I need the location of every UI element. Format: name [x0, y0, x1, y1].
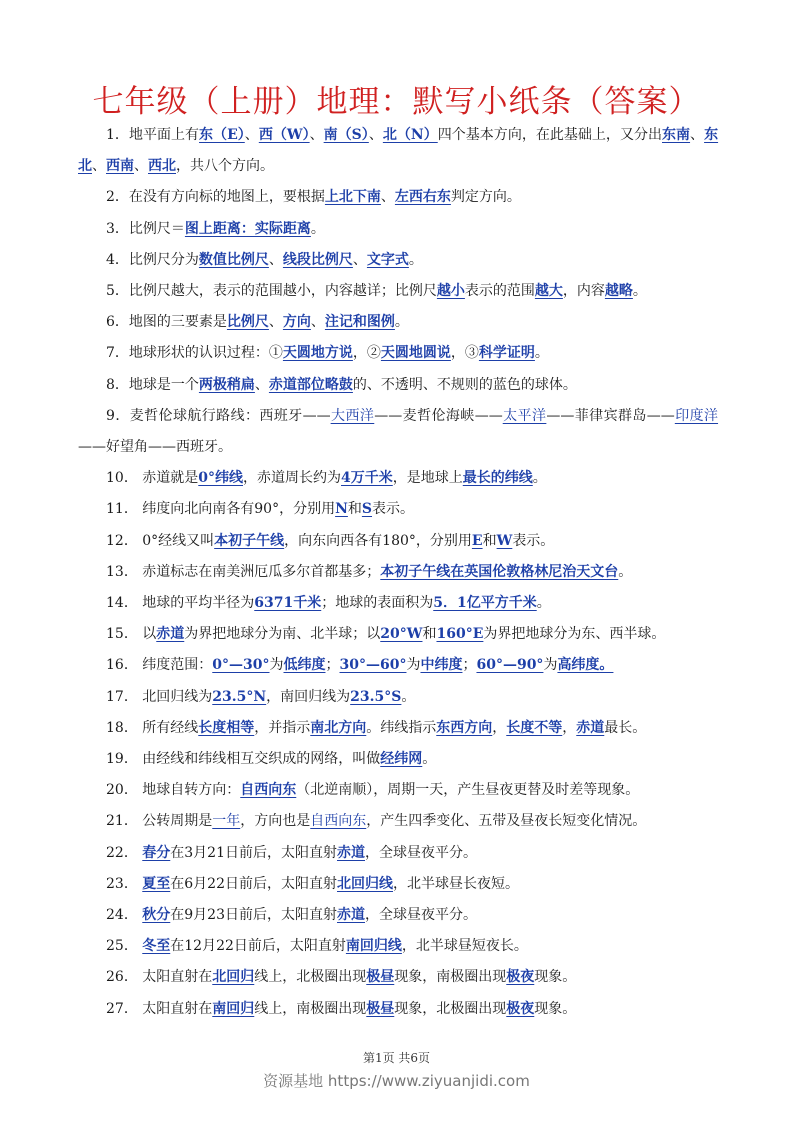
question-text: 四个基本方向，在此基础上，又分出 [437, 127, 662, 143]
list-item [78, 463, 718, 494]
question-text: 21． 公转周期是 [106, 813, 213, 830]
answer-text: 方向 [282, 314, 311, 331]
answer-text: 注记和图例 [324, 314, 395, 331]
answer-text: 极昼 [366, 969, 395, 986]
question-text: 27． 太阳直射在 [106, 1000, 213, 1017]
question-text: ，北半球昼短夜长。 [401, 938, 528, 955]
question-text: ，北半球昼长夜短。 [393, 875, 519, 892]
list-item [78, 120, 718, 182]
question-text: 22． [106, 844, 143, 861]
question-text: 5．比例尺越大，表示的范围越小，内容越详；比例尺 [106, 283, 437, 300]
question-text: 、 [268, 251, 283, 268]
answer-text: 极夜 [506, 969, 535, 986]
answer-text: 越大 [534, 283, 563, 300]
question-text: 。纬线指示 [366, 719, 437, 736]
question-text: 和 [422, 626, 437, 643]
list-item [78, 494, 718, 525]
question-text: 。 [408, 251, 423, 268]
question-text: ，全球昼夜平分。 [365, 844, 477, 861]
question-text: 线上，南极圈出现 [254, 1000, 367, 1017]
answer-text: 自西向东 [310, 813, 367, 830]
list-item [78, 307, 718, 338]
question-text: 的、不透明、不规则的蓝色的球体。 [352, 376, 577, 393]
answer-text: 南回归 [212, 1000, 255, 1017]
answer-text: 冬至 [142, 938, 171, 955]
answer-text: 天圆地圆说 [380, 345, 451, 362]
question-text: ； [325, 657, 340, 674]
question-text: 20． 地球自转方向： [106, 782, 241, 799]
answer-text: 比例尺 [226, 314, 269, 331]
answer-text: 越略 [604, 283, 633, 300]
question-text: ，③ [450, 345, 479, 362]
question-text: 19． 由经线和纬线相互交织成的网络，叫做 [106, 751, 381, 768]
question-text: 。 [401, 688, 416, 705]
answer-text: 本初子午线 [214, 532, 285, 549]
question-text: 现象，南极圈出现 [394, 969, 507, 986]
question-text: ，共八个方向。 [176, 158, 274, 175]
list-item [78, 869, 718, 900]
answer-text: 最长的纬线 [462, 470, 533, 487]
question-text: ，是地球上 [392, 470, 463, 487]
answer-text: 赤道部位略鼓 [268, 376, 353, 393]
answer-text: 南（S） [323, 127, 369, 143]
question-text: 。 [532, 470, 547, 487]
question-text: 1．地平面上有 [106, 127, 200, 143]
question-text: 。 [632, 283, 647, 300]
list-item [78, 806, 718, 837]
question-text: 17． 北回归线为 [106, 688, 213, 705]
answer-text: 赤道 [156, 626, 185, 643]
answer-text: 秋分 [142, 907, 171, 924]
answer-text: 文字式 [366, 251, 409, 268]
question-text: 。 [618, 563, 633, 580]
question-text: ，向东向西各有180°，分别用 [284, 532, 472, 549]
list-item [78, 619, 718, 650]
question-text: 为界把地球分为东、西半球。 [483, 626, 666, 643]
answer-text: 5．1亿平方千米 [433, 595, 537, 612]
list-item [78, 245, 718, 276]
list-item [78, 401, 718, 463]
question-text: ——菲律宾群岛—— [546, 407, 675, 424]
question-text: 25． [106, 938, 143, 955]
question-text: 11． 纬度向北向南各有90°，分别用 [106, 501, 336, 518]
question-text: 23． [106, 875, 143, 892]
question-text: 26． 太阳直射在 [106, 969, 213, 986]
answer-text: W [496, 532, 513, 549]
list-item [78, 962, 718, 993]
answer-text: 太平洋 [502, 407, 547, 424]
answer-text: 极夜 [506, 1000, 535, 1017]
question-text: 10． 赤道就是 [106, 470, 199, 487]
question-text: 表示。 [372, 501, 415, 518]
answer-text: 长度相等 [198, 719, 255, 736]
question-text: ，并指示 [254, 719, 311, 736]
question-text: ——好望角——西班牙。 [78, 439, 232, 456]
answer-text: 西北 [148, 158, 176, 175]
question-text: 13． 赤道标志在南美洲厄瓜多尔首都基多； [106, 563, 381, 580]
question-text: 为界把地球分为南、北半球；以 [184, 626, 381, 643]
answer-text: 23.5°S [350, 688, 402, 705]
answer-text: 23.5°N [212, 688, 267, 705]
answer-text: 长度不等 [506, 719, 563, 736]
question-text: ，南回归线为 [266, 688, 351, 705]
question-text: 、 [244, 127, 259, 143]
list-item [78, 682, 718, 713]
list-item [78, 744, 718, 775]
list-item [78, 775, 718, 806]
question-text: 判定方向。 [450, 189, 521, 206]
answer-text: 大西洋 [330, 407, 375, 424]
question-text: ，赤道周长约为 [243, 470, 342, 487]
question-text: 在12月22日前后，太阳直射 [170, 938, 346, 955]
question-text: 、 [380, 189, 395, 206]
answer-text: 越小 [436, 283, 465, 300]
answer-text: 0°—30° [212, 657, 270, 674]
question-text: 24． [106, 907, 143, 924]
question-text: 、 [310, 314, 325, 331]
question-text: 7．地球形状的认识过程：① [106, 345, 283, 362]
answer-text: 左西右东 [394, 189, 451, 206]
answer-text: 赤道 [337, 844, 365, 861]
question-text: ，全球昼夜平分。 [365, 907, 477, 924]
list-item [78, 838, 718, 869]
question-text: 。 [310, 220, 325, 237]
answer-text: 夏至 [142, 875, 171, 892]
answer-text: N [335, 501, 348, 518]
question-text: 、 [92, 158, 106, 175]
question-text: 。 [534, 345, 549, 362]
question-text: 和 [482, 532, 497, 549]
list-item [78, 650, 718, 681]
answer-text: 图上距离：实际距离 [184, 220, 311, 237]
list-item [78, 994, 718, 1025]
answer-text: 60°—90° [476, 657, 544, 674]
answer-text: 30°—60° [339, 657, 407, 674]
question-text: 现象。 [534, 1000, 577, 1017]
question-text: ，内容 [562, 283, 605, 300]
question-text: 2．在没有方向标的地图上，要根据 [106, 189, 325, 206]
list-item [78, 214, 718, 245]
question-text: 15． 以 [106, 626, 157, 643]
question-text: 。 [536, 595, 551, 612]
question-text: 为 [406, 657, 421, 674]
answer-text: S [361, 501, 373, 518]
answer-text: 0°纬线 [198, 470, 244, 487]
question-text: 、 [690, 127, 705, 143]
question-text: 、 [134, 158, 148, 175]
answer-text: 两极稍扁 [198, 376, 255, 393]
list-item [78, 370, 718, 401]
question-text: 现象。 [534, 969, 577, 986]
question-text: 表示的范围 [464, 283, 535, 300]
page-title: 七年级（上册）地理：默写小纸条（答案） [92, 84, 701, 120]
answer-text: 6371千米 [254, 595, 322, 612]
answer-text: 本初子午线在英国伦敦格林尼治天文台 [380, 563, 619, 580]
question-text: 6．地图的三要素是 [106, 314, 227, 331]
question-text: 14． 地球的平均半径为 [106, 595, 255, 612]
question-text: 线上，北极圈出现 [254, 969, 367, 986]
question-text: （北逆南顺），周期一天，产生昼夜更替及时差等现象。 [296, 782, 640, 799]
question-text: ， [562, 719, 577, 736]
answer-text: 上北下南 [324, 189, 381, 206]
answer-text: 20°W [380, 626, 423, 643]
question-text: ——麦哲伦海峡—— [374, 407, 503, 424]
question-text: 在9月23日前后，太阳直射 [170, 907, 337, 924]
answer-text: 赤道 [337, 907, 365, 924]
answer-text: 北（N） [382, 127, 438, 143]
question-text: 为 [543, 657, 558, 674]
question-text: 最长。 [604, 719, 647, 736]
question-text: ，② [352, 345, 381, 362]
answer-text: 南北方向 [310, 719, 367, 736]
answer-text: 自西向东 [240, 782, 297, 799]
question-text: 、 [352, 251, 367, 268]
answer-text: 西南 [106, 158, 134, 175]
list-item [78, 557, 718, 588]
list-item [78, 588, 718, 619]
question-text: 、 [368, 127, 383, 143]
answer-text: 科学证明 [478, 345, 535, 362]
question-text: 。 [394, 314, 409, 331]
question-text: ，方向也是 [240, 813, 311, 830]
question-text: 为 [269, 657, 284, 674]
answer-text: 赤道 [576, 719, 605, 736]
site-watermark: 资源基地 https://www.ziyuanjidi.com [263, 1072, 530, 1090]
page-number: 第1页 共6页 [362, 1051, 431, 1065]
answer-list [78, 120, 718, 1025]
answer-text: 春分 [142, 844, 171, 861]
list-item [78, 276, 718, 307]
list-item [78, 338, 718, 369]
question-text: 、 [309, 127, 324, 143]
question-text: 表示。 [512, 532, 555, 549]
question-text: 、 [254, 376, 269, 393]
answer-text: 东南 [662, 127, 691, 143]
question-text: ；地球的表面积为 [321, 595, 434, 612]
question-text: 9．麦哲伦球航行路线：西班牙—— [106, 407, 331, 424]
list-item [78, 526, 718, 557]
answer-text: 中纬度 [420, 657, 463, 674]
question-text: 3．比例尺＝ [106, 220, 185, 237]
answer-text: 一年 [212, 813, 241, 830]
question-text: 4．比例尺分为 [106, 251, 199, 268]
answer-text: 东西方向 [436, 719, 493, 736]
answer-text: 南回归线 [345, 938, 402, 955]
list-item [78, 713, 718, 744]
answer-text: E [471, 532, 483, 549]
question-text: 、 [268, 314, 283, 331]
answer-text: 天圆地方说 [282, 345, 353, 362]
question-text: 18． 所有经线 [106, 719, 199, 736]
answer-text: 印度洋 [674, 407, 719, 424]
answer-text: 极昼 [366, 1000, 395, 1017]
list-item [78, 182, 718, 213]
answer-text: 西（W） [258, 127, 310, 143]
question-text: 和 [347, 501, 362, 518]
question-text: 在6月22日前后，太阳直射 [170, 875, 337, 892]
question-text: 16． 纬度范围： [106, 657, 213, 674]
answer-text: 东北 [78, 127, 719, 175]
list-item [78, 931, 718, 962]
answer-text: 数值比例尺 [198, 251, 269, 268]
question-text: 在3月21日前后，太阳直射 [170, 844, 337, 861]
answer-text: 高纬度。 [557, 657, 614, 674]
list-item [78, 900, 718, 931]
answer-text: 北回归线 [337, 875, 393, 892]
answer-text: 4万千米 [341, 470, 393, 487]
answer-text: 160°E [436, 626, 484, 643]
question-text: 。 [422, 751, 437, 768]
question-text: 8．地球是一个 [106, 376, 199, 393]
answer-text: 低纬度 [283, 657, 326, 674]
question-text: ， [492, 719, 507, 736]
answer-text: 北回归 [212, 969, 255, 986]
question-text: 现象，北极圈出现 [394, 1000, 507, 1017]
answer-text: 线段比例尺 [282, 251, 353, 268]
question-text: 12． 0°经线又叫 [106, 532, 215, 549]
question-text: ，产生四季变化、五带及昼夜长短变化情况。 [366, 813, 647, 830]
answer-text: 经纬网 [380, 751, 423, 768]
answer-text: 东（E） [199, 127, 245, 143]
question-text: ； [462, 657, 477, 674]
